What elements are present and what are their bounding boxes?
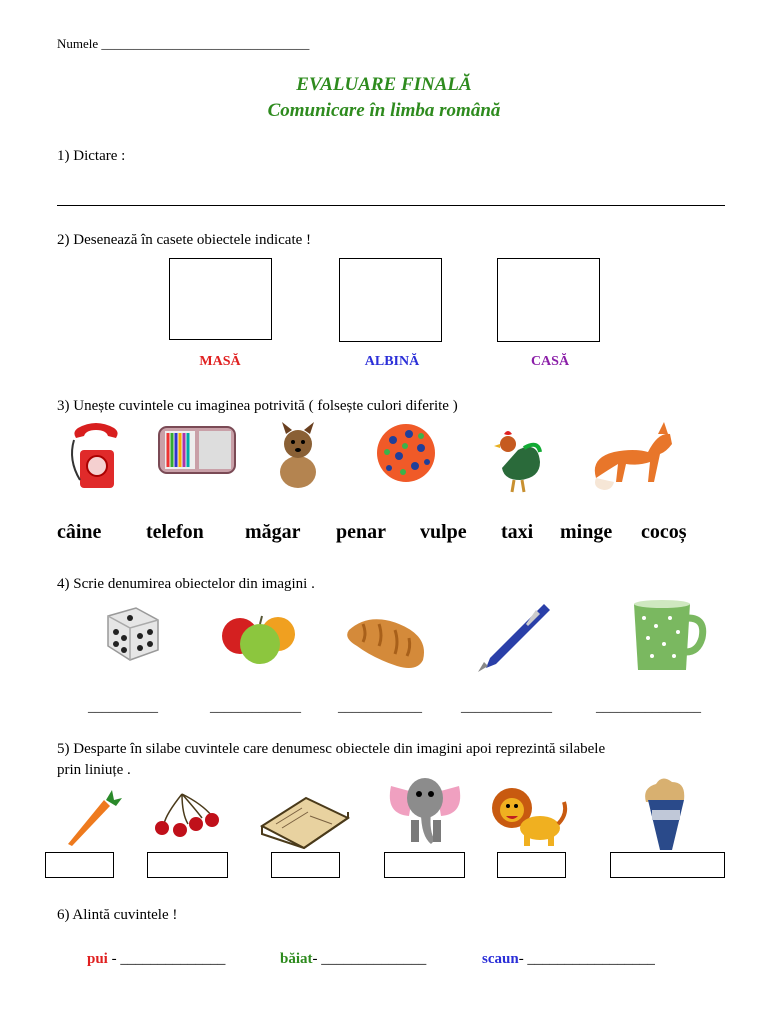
question-6: 6) Alintă cuvintele ! xyxy=(57,907,178,923)
question-2: 2) Desenează în casete obiectele indicate ! xyxy=(57,232,312,248)
mug-icon xyxy=(628,598,708,676)
word-magar: măgar xyxy=(245,521,301,543)
blank-scaun[interactable]: - _________________ xyxy=(518,951,655,967)
drawing-box-1[interactable] xyxy=(169,258,272,340)
dice-icon xyxy=(100,602,164,666)
answer-blank-5[interactable]: _______________ xyxy=(596,700,701,715)
lion-icon xyxy=(484,784,568,848)
syllable-box-4[interactable] xyxy=(384,852,465,878)
dog-icon xyxy=(268,420,328,494)
page-title: EVALUARE FINALĂ xyxy=(296,74,472,95)
word-vulpe: vulpe xyxy=(420,521,467,543)
word-telefon: telefon xyxy=(146,521,204,543)
fox-icon xyxy=(588,418,678,496)
pen-icon xyxy=(474,598,554,676)
book-icon xyxy=(258,792,352,850)
answer-blank-2[interactable]: _____________ xyxy=(210,700,301,715)
word-caine: câine xyxy=(57,521,102,543)
name-field[interactable]: Numele ________________________________ xyxy=(57,36,310,51)
dictation-line[interactable] xyxy=(57,205,725,206)
question-3: 3) Unește cuvintele cu imaginea potrivită ( folsește culori diferite ) xyxy=(57,398,458,414)
apples-icon xyxy=(220,604,298,668)
elephant-icon xyxy=(385,772,465,850)
question-5-cont: prin liniuțe . xyxy=(57,762,131,778)
syllable-box-5[interactable] xyxy=(497,852,566,878)
syllable-box-6[interactable] xyxy=(610,852,725,878)
answer-blank-4[interactable]: _____________ xyxy=(461,700,552,715)
answer-blank-1[interactable]: __________ xyxy=(88,700,158,715)
page-subtitle: Comunicare în limba română xyxy=(267,100,501,121)
syllable-box-3[interactable] xyxy=(271,852,340,878)
pencil-case-icon xyxy=(157,423,237,477)
word-penar: penar xyxy=(336,521,386,543)
ice-cream-icon xyxy=(640,776,690,852)
word-taxi: taxi xyxy=(501,521,534,543)
rooster-icon xyxy=(490,428,542,496)
cherries-icon xyxy=(152,790,222,838)
question-5: 5) Desparte în silabe cuvintele care denumesc obiectele din imagini apoi reprezintă silabele xyxy=(57,741,606,757)
answer-blank-3[interactable]: ____________ xyxy=(338,700,422,715)
word-scaun: scaun xyxy=(482,951,519,967)
syllable-box-1[interactable] xyxy=(45,852,114,878)
label-casa: CASĂ xyxy=(530,354,570,369)
diminutive-baiat xyxy=(280,951,426,968)
question-4: 4) Scrie denumirea obiectelor din imagini . xyxy=(57,576,315,592)
diminutive-pui xyxy=(87,951,225,968)
word-pui: pui xyxy=(87,951,108,967)
ball-icon xyxy=(375,422,437,484)
telephone-icon xyxy=(66,420,126,494)
label-albina: ALBINĂ xyxy=(364,354,420,369)
carrot-icon xyxy=(64,786,122,850)
question-1: 1) Dictare : xyxy=(57,148,126,164)
word-baiat: băiat xyxy=(280,951,313,967)
blank-baiat[interactable]: - ______________ xyxy=(312,951,427,967)
blank-pui[interactable]: - ______________ xyxy=(107,951,226,967)
bread-icon xyxy=(343,610,429,672)
diminutive-scaun xyxy=(482,951,655,968)
drawing-box-3[interactable] xyxy=(497,258,600,342)
syllable-box-2[interactable] xyxy=(147,852,228,878)
drawing-box-2[interactable] xyxy=(339,258,442,342)
label-masa: MASĂ xyxy=(199,354,241,369)
word-minge: minge xyxy=(560,521,613,543)
word-cocos: cocoș xyxy=(641,521,687,543)
